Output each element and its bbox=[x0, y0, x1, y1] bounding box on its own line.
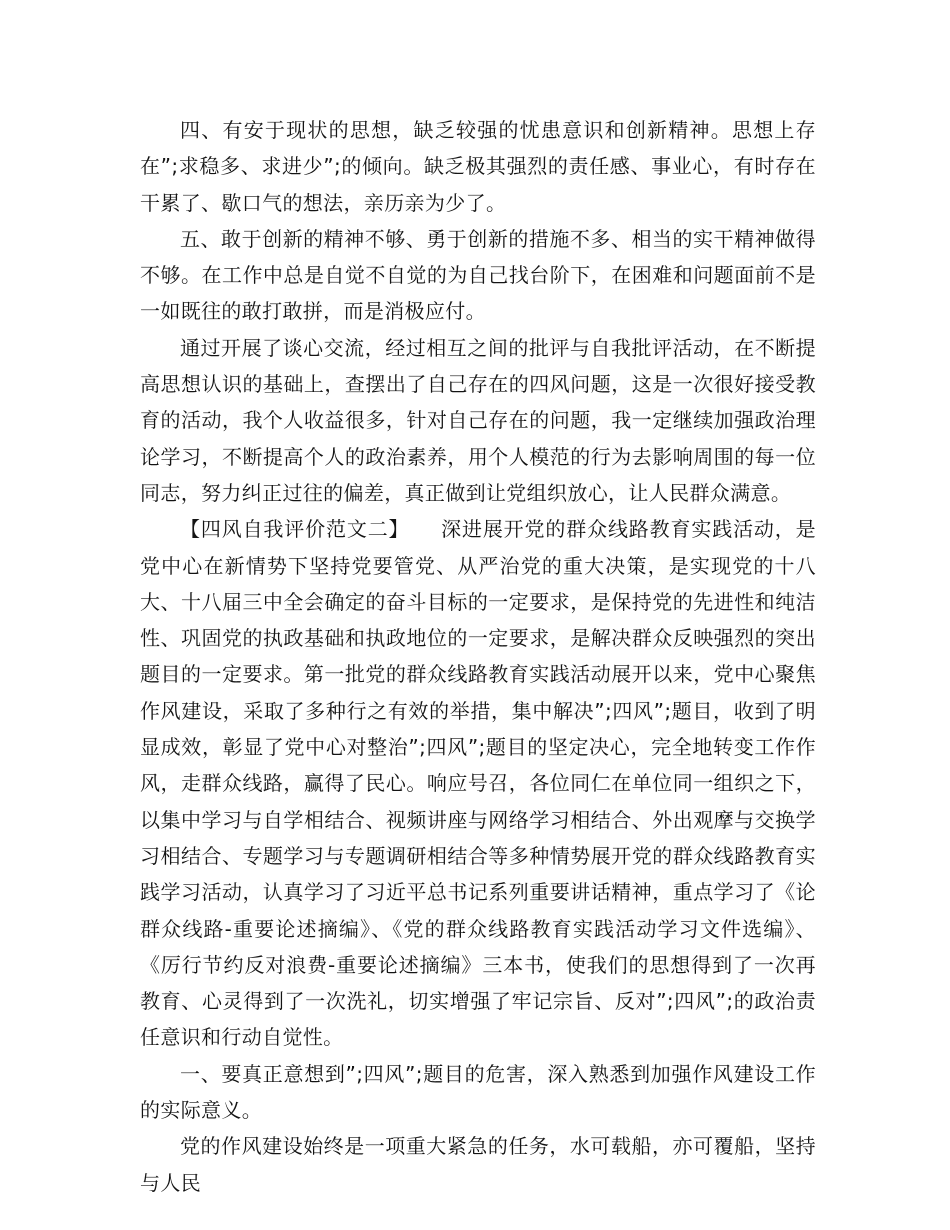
paragraph-5: 一、要真正意想到”;四风”;题目的危害，深入熟悉到加强作风建设工作的实际意义。 bbox=[140, 1061, 816, 1123]
paragraph-2: 五、敢于创新的精神不够、勇于创新的措施不多、相当的实干精神做得不够。在工作中总是自觉不自觉的为自己找台阶下，在困难和问题面前不是一如既往的敢打敢拼，而是消极应付。 bbox=[140, 226, 816, 324]
document-body bbox=[140, 112, 816, 1201]
paragraph-3: 通过开展了谈心交流，经过相互之间的批评与自我批评活动，在不断提高思想认识的基础上，查摆出了自己存在的四风问题，这是一次很好接受教育的活动，我个人收益很多，针对自己存在的问题，我一定继续加强政治理论学习，不断提高个人的政治素养，用个人模范的行为去影响周围的每一位同志，努力纠正过往的偏差，真正做到让党组织放心，让人民群众满意。 bbox=[140, 335, 816, 505]
paragraph-6: 党的作风建设始终是一项重大紧急的任务，水可载船，亦可覆船，坚持与人民 bbox=[140, 1134, 816, 1195]
paragraph-1: 四、有安于现状的思想，缺乏较强的忧患意识和创新精神。思想上存在”;求稳多、求进少”;的倾向。缺乏极其强烈的责任感、事业心，有时存在干累了、歇口气的想法，亲历亲为少了。 bbox=[140, 118, 816, 215]
paragraph-4: 【四风自我评价范文二】 深进展开党的群众线路教育实践活动，是党中心在新情势下坚持党要管党、从严治党的重大决策，是实现党的十八大、十八届三中全会确定的奋斗目标的一定要求，是保持党的先进性和纯洁性、巩固党的执政基础和执政地位的一定要求，是解决群众反映强烈的突出题目的一定要求。第一批党的群众线路教育实践活动展开以来，党中心聚焦作风建设，采取了多种行之有效的举措，集中解决”;四风”;题目，收到了明显成效，彰显了党中心对整治”;四风”;题目的坚定决心，完全地转变工作作风，走群众线路，赢得了民心。响应号召，各位同仁在单位同一组织之下，以集中学习与自学相结合、视频讲座与网络学习相结合、外出观摩与交换学习相结合、专题学习与专题调研相结合等多种情势展开党的群众线路教育实践学习活动，认真学习了习近平总书记系列重要讲话精神，重点学习了《论群众线路-重要论述摘编》、《党的群众线路教育实践活动学习文件选编》、《厉行节约反对浪费-重要论述摘编》三本书，使我们的思想得到了一次再教育、心灵得到了一次洗礼，切实增强了牢记宗旨、反对”;四风”;的政治责任意识和行动自觉性。 bbox=[140, 517, 816, 1050]
